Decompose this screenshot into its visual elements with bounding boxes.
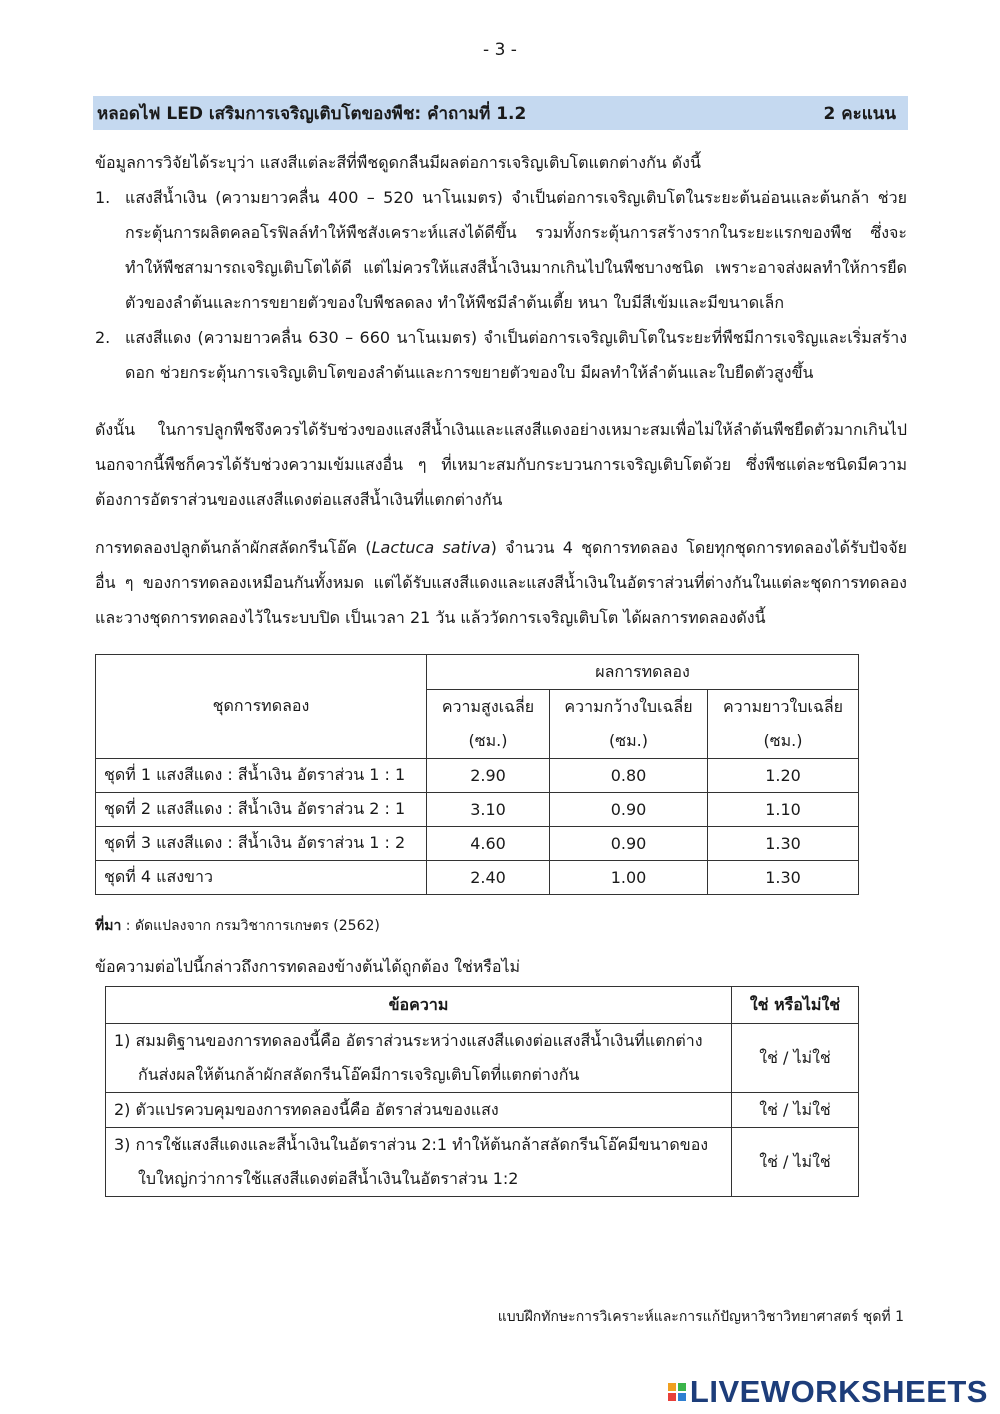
statement-row: [106, 1093, 859, 1128]
liveworksheets-logo: [668, 1374, 988, 1410]
answer-choice[interactable]: ใช่ / ไม่ใช่: [732, 1128, 859, 1197]
list-item: [95, 320, 907, 390]
cell-height: 3.10: [427, 793, 550, 827]
cell-width: 0.80: [550, 759, 708, 793]
row-label: ชุดที่ 2 แสงสีแดง : สีน้ำเงิน อัตราส่วน 2 : 1: [96, 793, 427, 827]
cell-length: 1.30: [708, 861, 859, 895]
cell-height: 2.40: [427, 861, 550, 895]
question-score: 2 คะแนน: [823, 103, 896, 124]
intro-text: ข้อมูลการวิจัยได้ระบุว่า แสงสีแต่ละสีที่พืชดูดกลืนมีผลต่อการเจริญเติบโตแตกต่างกัน ดังนี้: [95, 153, 701, 172]
cell-width: 0.90: [550, 827, 708, 861]
column-header: ความกว้างใบเฉลี่ย (ซม.): [550, 690, 708, 759]
group-header: ชุดการทดลอง: [96, 655, 427, 759]
row-label: ชุดที่ 4 แสงขาว: [96, 861, 427, 895]
source-label: ที่มา: [95, 918, 122, 934]
list-item: [95, 180, 907, 320]
paragraph-conclusion: ดังนั้น ในการปลูกพืชจึงควรได้รับช่วงของแสงสีน้ำเงินและแสงสีแดงอย่างเหมาะสมเพื่อไม่ให้ลำต้นพืชยืดตัวมากเกินไป นอกจากนี้พืชก็ควรได้รับช่วงความเข้มแสงอื่น ๆ ที่เหมาะสมกับกระบวนการเจริญเติบโตด้วย ซึ่งพืชแต่ละชนิดมีความต้องการอัตราส่วนของแสงสีแดงต่อแสงสีน้ำเงินที่แตกต่างกัน: [95, 420, 907, 509]
row-label: ชุดที่ 1 แสงสีแดง : สีน้ำเงิน อัตราส่วน 1 : 1: [96, 759, 427, 793]
statement-row: [106, 1128, 859, 1197]
question-prompt: ข้อความต่อไปนี้กล่าวถึงการทดลองข้างต้นได้ถูกต้อง ใช่หรือไม่: [95, 957, 521, 976]
cell-length: 1.30: [708, 827, 859, 861]
cell-length: 1.10: [708, 793, 859, 827]
logo-icon: [668, 1383, 686, 1401]
list-number: 2.: [95, 328, 111, 347]
experiment-text-before: การทดลองปลูกต้นกล้าผักสลัดกรีนโอ๊ค (: [95, 538, 372, 557]
list-number: 1.: [95, 188, 111, 207]
statement-text: 1) สมมติฐานของการทดลองนี้คือ อัตราส่วนระหว่างแสงสีแดงต่อแสงสีน้ำเงินที่แตกต่าง กันส่งผลให้ต้นกล้าผักสลัดกรีนโอ๊คมีการเจริญเติบโตที่แตกต่างกัน: [106, 1024, 732, 1093]
page-number: - 3 -: [483, 40, 517, 60]
cell-height: 4.60: [427, 827, 550, 861]
row-label: ชุดที่ 3 แสงสีแดง : สีน้ำเงิน อัตราส่วน 1 : 2: [96, 827, 427, 861]
cell-length: 1.20: [708, 759, 859, 793]
info-list: [95, 180, 907, 390]
cell-width: 1.00: [550, 861, 708, 895]
table-row: [96, 861, 859, 895]
answer-choice[interactable]: ใช่ / ไม่ใช่: [732, 1024, 859, 1093]
answer-header: ใช่ หรือไม่ใช่: [732, 987, 859, 1024]
column-header: ความยาวใบเฉลี่ย (ซม.): [708, 690, 859, 759]
question-title: หลอดไฟ LED เสริมการเจริญเติบโตของพืช: คำถามที่ 1.2: [97, 103, 527, 124]
statement-row: [106, 1024, 859, 1093]
experiment-text-after: ) จำนวน 4 ชุดการทดลอง โดยทุกชุดการทดลองได้รับปัจจัยอื่น ๆ ของการทดลองเหมือนกันทั้งหมด แต่ได้รับแสงสีแดงและแสงสีน้ำเงินในอัตราส่วนที่ต่างกันในแต่ละชุดการทดลอง และวางชุดการทดลองไว้ในระบบปิด เป็นเวลา 21 วัน แล้ววัดการเจริญเติบโต ได้ผลการทดลองดังนี้: [95, 538, 908, 627]
answer-choice[interactable]: ใช่ / ไม่ใช่: [732, 1093, 859, 1128]
list-text: แสงสีน้ำเงิน (ความยาวคลื่น 400 – 520 นาโนเมตร) จำเป็นต่อการเจริญเติบโตในระยะต้นอ่อนและต้นกล้า ช่วยกระตุ้นการผลิตคลอโรฟิลล์ทำให้พืชสังเคราะห์แสงได้ดีขึ้น รวมทั้งกระตุ้นการสร้างรากในระยะแรกของพืช ซึ่งจะทำให้พืชสามารถเจริญเติบโตได้ดี แต่ไม่ควรให้แสงสีน้ำเงินมากเกินไปในพืชบางชนิด เพราะอาจส่งผลทำให้การยืดตัวของลำต้นและการขยายตัวของใบพืชลดลง ทำให้พืชมีลำต้นเตี้ย หนา ใบมีสีเข้มและมีขนาดเล็ก: [125, 188, 907, 312]
statement-text: 2) ตัวแปรควบคุมของการทดลองนี้คือ อัตราส่วนของแสง: [106, 1093, 732, 1128]
cell-width: 0.90: [550, 793, 708, 827]
brand-name: LIVEWORKSHEETS: [689, 1374, 988, 1409]
table-row: [96, 793, 859, 827]
source-note: [95, 915, 380, 937]
source-text: : ดัดแปลงจาก กรมวิชาการเกษตร (2562): [121, 918, 380, 934]
table-row: [96, 827, 859, 861]
statement-header: ข้อความ: [106, 987, 732, 1024]
cell-height: 2.90: [427, 759, 550, 793]
statement-text: 3) การใช้แสงสีแดงและสีน้ำเงินในอัตราส่วน 2:1 ทำให้ต้นกล้าสลัดกรีนโอ๊คมีขนาดของ ใบใหญ่กว่าการใช้แสงสีแดงต่อสีน้ำเงินในอัตราส่วน 1:2: [106, 1128, 732, 1197]
question-header: [93, 96, 908, 130]
list-text: แสงสีแดง (ความยาวคลื่น 630 – 660 นาโนเมตร) จำเป็นต่อการเจริญเติบโตในระยะที่พืชมีการเจริญและเริ่มสร้างดอก ช่วยกระตุ้นการเจริญเติบโตของลำต้นและการขยายตัวของใบ มีผลทำให้ลำต้นและใบยืดตัวสูงขึ้น: [125, 328, 907, 382]
statements-table: [105, 986, 859, 1197]
table-row: [96, 759, 859, 793]
paragraph-experiment: [95, 530, 907, 635]
footer-text: แบบฝึกทักษะการวิเคราะห์และการแก้ปัญหาวิชาวิทยาศาสตร์ ชุดที่ 1: [497, 1309, 904, 1325]
species-name: Lactuca sativa: [371, 538, 491, 557]
results-header: ผลการทดลอง: [427, 655, 859, 690]
results-table: [95, 654, 859, 895]
column-header: ความสูงเฉลี่ย (ซม.): [427, 690, 550, 759]
